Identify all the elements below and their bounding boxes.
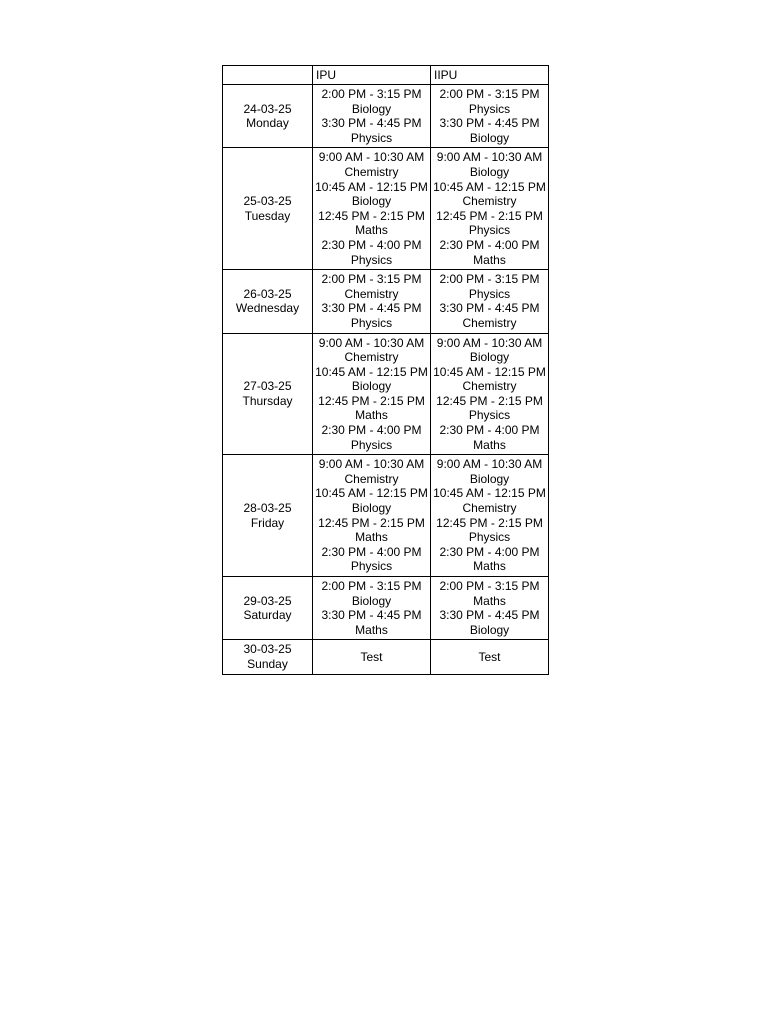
iipu-slot-text: Biology — [469, 130, 510, 145]
iipu-cell — [431, 577, 549, 640]
iipu-slot-text: Chemistry — [462, 315, 517, 330]
ipu-slot-text: Biology — [351, 501, 392, 516]
table-row — [223, 640, 549, 674]
ipu-slot-text: 2:30 PM - 4:00 PM — [321, 423, 422, 438]
ipu-slot-text: 9:00 AM - 10:30 AM — [318, 150, 425, 165]
ipu-slot-text: Biology — [351, 379, 392, 394]
date-cell — [223, 148, 313, 270]
iipu-slot-text: 2:30 PM - 4:00 PM — [439, 544, 540, 559]
iipu-slot-text: 2:00 PM - 3:15 PM — [439, 272, 540, 287]
date-cell — [223, 270, 313, 333]
date-text: 28-03-25 — [243, 501, 292, 516]
iipu-slot-text: Physics — [468, 286, 511, 301]
table-row — [223, 148, 549, 270]
ipu-slot-text: 3:30 PM - 4:45 PM — [321, 608, 422, 623]
table-row — [223, 333, 549, 455]
iipu-slot-text: Maths — [473, 559, 506, 574]
iipu-slot-text: 10:45 AM - 12:15 PM — [433, 486, 546, 501]
iipu-cell — [431, 148, 549, 270]
iipu-slot-text: Biology — [469, 471, 510, 486]
date-text: 25-03-25 — [243, 194, 292, 209]
ipu-slot-text: Physics — [350, 130, 393, 145]
iipu-slot-text: Maths — [473, 593, 506, 608]
ipu-slot-text: Biology — [351, 194, 392, 209]
iipu-cell — [431, 333, 549, 455]
day-text: Saturday — [243, 608, 292, 623]
ipu-slot-text: 2:00 PM - 3:15 PM — [321, 87, 422, 101]
ipu-slot-text: Biology — [351, 593, 392, 608]
date-cell — [223, 640, 313, 674]
ipu-slot-text: 3:30 PM - 4:45 PM — [321, 301, 422, 316]
day-text: Monday — [246, 116, 289, 131]
header-date — [223, 66, 313, 85]
ipu-slot-text: Maths — [355, 530, 388, 545]
iipu-slot-text: 9:00 AM - 10:30 AM — [436, 335, 543, 350]
date-text: 30-03-25 — [243, 642, 292, 657]
ipu-slot-text: 12:45 PM - 2:15 PM — [318, 515, 425, 530]
ipu-slot-text: Physics — [350, 559, 393, 574]
iipu-slot-text: Biology — [469, 622, 510, 637]
iipu-slot-text: Physics — [468, 530, 511, 545]
iipu-slot-text: 12:45 PM - 2:15 PM — [436, 393, 543, 408]
header-iipu: IIPU — [431, 66, 549, 85]
ipu-slot-text: 12:45 PM - 2:15 PM — [318, 208, 425, 223]
iipu-slot-text: 2:30 PM - 4:00 PM — [439, 423, 540, 438]
ipu-slot-text: 9:00 AM - 10:30 AM — [318, 457, 425, 472]
ipu-slot-text: 2:00 PM - 3:15 PM — [321, 272, 422, 287]
iipu-slot-text: Test — [478, 649, 501, 664]
iipu-slot-text: 2:00 PM - 3:15 PM — [439, 579, 540, 593]
day-text: Sunday — [247, 656, 288, 671]
date-text: 29-03-25 — [243, 593, 292, 608]
iipu-slot-text: Physics — [468, 223, 511, 238]
iipu-slot-text: 3:30 PM - 4:45 PM — [439, 301, 540, 316]
iipu-cell — [431, 640, 549, 674]
ipu-slot-text: 10:45 AM - 12:15 PM — [315, 486, 428, 501]
ipu-cell — [313, 85, 431, 148]
table-row — [223, 270, 549, 333]
iipu-slot-text: Chemistry — [462, 194, 517, 209]
ipu-slot-text: 12:45 PM - 2:15 PM — [318, 393, 425, 408]
timetable — [222, 65, 549, 675]
ipu-slot-text: Maths — [355, 408, 388, 423]
day-text: Tuesday — [244, 208, 291, 223]
date-text: 26-03-25 — [243, 286, 292, 301]
iipu-cell — [431, 85, 549, 148]
ipu-slot-text: Maths — [355, 622, 388, 637]
iipu-slot-text: 10:45 AM - 12:15 PM — [433, 179, 546, 194]
ipu-slot-text: Test — [360, 649, 383, 664]
ipu-slot-text: Biology — [351, 101, 392, 116]
iipu-slot-text: Physics — [468, 408, 511, 423]
iipu-slot-text: 10:45 AM - 12:15 PM — [433, 364, 546, 379]
iipu-slot-text: 3:30 PM - 4:45 PM — [439, 116, 540, 131]
iipu-slot-text: 3:30 PM - 4:45 PM — [439, 608, 540, 623]
ipu-slot-text: 3:30 PM - 4:45 PM — [321, 116, 422, 131]
day-text: Friday — [250, 515, 285, 530]
iipu-slot-text: 12:45 PM - 2:15 PM — [436, 208, 543, 223]
iipu-slot-text: Biology — [469, 350, 510, 365]
date-cell — [223, 577, 313, 640]
ipu-cell — [313, 455, 431, 577]
date-cell — [223, 333, 313, 455]
ipu-slot-text: Chemistry — [344, 471, 399, 486]
header-row — [223, 66, 549, 85]
ipu-slot-text: 9:00 AM - 10:30 AM — [318, 335, 425, 350]
date-text: 27-03-25 — [243, 379, 292, 394]
ipu-slot-text: Chemistry — [344, 164, 399, 179]
ipu-slot-text: Chemistry — [344, 286, 399, 301]
ipu-slot-text: Chemistry — [344, 350, 399, 365]
ipu-slot-text: Physics — [350, 252, 393, 267]
ipu-cell — [313, 148, 431, 270]
date-text: 24-03-25 — [243, 101, 292, 116]
day-text: Thursday — [242, 393, 293, 408]
ipu-cell — [313, 640, 431, 674]
ipu-slot-text: 2:00 PM - 3:15 PM — [321, 579, 422, 593]
ipu-slot-text: Maths — [355, 223, 388, 238]
header-ipu: IPU — [313, 66, 431, 85]
table-row — [223, 577, 549, 640]
iipu-slot-text: Chemistry — [462, 501, 517, 516]
iipu-cell — [431, 270, 549, 333]
ipu-cell — [313, 577, 431, 640]
iipu-cell — [431, 455, 549, 577]
table-row — [223, 455, 549, 577]
iipu-slot-text: Maths — [473, 437, 506, 452]
timetable-body — [223, 85, 549, 675]
iipu-slot-text: Physics — [468, 101, 511, 116]
ipu-slot-text: 10:45 AM - 12:15 PM — [315, 364, 428, 379]
ipu-slot-text: 2:30 PM - 4:00 PM — [321, 237, 422, 252]
ipu-slot-text: Physics — [350, 315, 393, 330]
ipu-cell — [313, 270, 431, 333]
day-text: Wednesday — [235, 301, 300, 316]
ipu-slot-text: Physics — [350, 437, 393, 452]
ipu-cell — [313, 333, 431, 455]
ipu-slot-text: 2:30 PM - 4:00 PM — [321, 544, 422, 559]
iipu-slot-text: 9:00 AM - 10:30 AM — [436, 150, 543, 165]
date-cell — [223, 85, 313, 148]
ipu-slot-text: 10:45 AM - 12:15 PM — [315, 179, 428, 194]
table-row — [223, 85, 549, 148]
date-cell — [223, 455, 313, 577]
iipu-slot-text: 9:00 AM - 10:30 AM — [436, 457, 543, 472]
iipu-slot-text: 2:00 PM - 3:15 PM — [439, 87, 540, 101]
iipu-slot-text: 12:45 PM - 2:15 PM — [436, 515, 543, 530]
iipu-slot-text: Maths — [473, 252, 506, 267]
iipu-slot-text: 2:30 PM - 4:00 PM — [439, 237, 540, 252]
iipu-slot-text: Biology — [469, 164, 510, 179]
iipu-slot-text: Chemistry — [462, 379, 517, 394]
